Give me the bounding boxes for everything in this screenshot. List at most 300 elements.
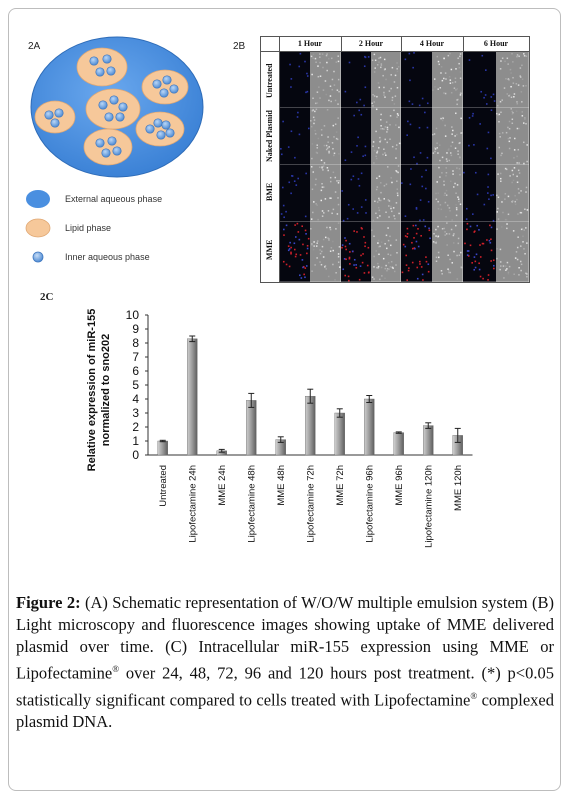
- cell-texture: [444, 234, 446, 236]
- cell-texture: [323, 256, 325, 258]
- fluorescent-cell: [353, 264, 355, 266]
- fluorescent-cell: [477, 194, 479, 196]
- inner-aqueous-droplet: [154, 119, 162, 127]
- cell-texture: [335, 272, 337, 274]
- fluorescent-cell: [345, 258, 347, 260]
- fluorescence-image: [401, 165, 432, 222]
- fluorescent-cell: [475, 172, 477, 174]
- cell-texture: [460, 118, 462, 120]
- fluorescent-cell: [491, 250, 493, 252]
- cell-texture: [319, 53, 321, 55]
- cell-texture: [438, 236, 440, 238]
- cell-texture: [389, 124, 391, 126]
- cell-texture: [322, 67, 324, 69]
- fluorescent-cell: [486, 239, 488, 241]
- cell-texture: [451, 126, 453, 128]
- inner-aqueous-droplet: [146, 125, 154, 133]
- cell-texture: [457, 88, 459, 90]
- cell-texture: [500, 155, 502, 157]
- fluorescent-cell: [479, 123, 481, 125]
- cell-texture: [333, 125, 335, 127]
- cell-texture: [384, 59, 386, 61]
- fluorescent-cell: [300, 53, 302, 55]
- cell-texture: [384, 68, 386, 70]
- fluorescent-cell: [486, 148, 488, 150]
- cell-texture: [446, 160, 448, 162]
- cell-texture: [442, 120, 444, 122]
- cell-texture: [380, 128, 382, 130]
- fluorescent-cell: [305, 173, 307, 175]
- fluorescent-cell: [288, 250, 290, 252]
- cell-texture: [508, 79, 510, 81]
- inner-aqueous-droplet: [99, 101, 107, 109]
- cell-texture: [373, 256, 375, 258]
- cell-texture: [332, 89, 334, 91]
- fluorescent-cell: [466, 218, 468, 220]
- brightfield-image: [310, 108, 341, 165]
- cell-texture: [507, 127, 509, 129]
- cell-texture: [321, 160, 323, 162]
- fluorescent-cell: [414, 248, 416, 250]
- cell-texture: [509, 137, 511, 139]
- cell-texture: [386, 270, 388, 272]
- cell-texture: [331, 247, 333, 249]
- cell-texture: [376, 189, 378, 191]
- cell-texture: [337, 117, 339, 119]
- cell-texture: [500, 173, 502, 175]
- legend-external-label: External aqueous phase: [65, 194, 163, 204]
- fluorescent-cell: [413, 237, 415, 239]
- fluorescent-cell: [362, 262, 364, 264]
- cell-texture: [521, 65, 523, 67]
- cell-texture: [451, 92, 453, 94]
- fluorescent-cell: [407, 121, 409, 123]
- cell-texture: [371, 230, 373, 232]
- cell-texture: [496, 258, 498, 260]
- fluorescence-image: [463, 222, 496, 282]
- cell-texture: [336, 61, 338, 63]
- cell-texture: [335, 191, 337, 193]
- cell-texture: [392, 97, 394, 99]
- cell-texture: [516, 176, 518, 178]
- cell-texture: [338, 153, 340, 155]
- cell-texture: [375, 213, 377, 215]
- cell-texture: [327, 147, 329, 149]
- cell-texture: [397, 195, 399, 197]
- cell-texture: [449, 233, 451, 235]
- fluorescent-cell: [303, 274, 305, 276]
- fluorescent-cell: [482, 243, 484, 245]
- fluorescent-cell: [428, 263, 430, 265]
- cell-texture: [523, 122, 525, 124]
- cell-texture: [315, 179, 317, 181]
- cell-texture: [458, 198, 460, 200]
- cell-texture: [525, 123, 527, 125]
- cell-texture: [516, 251, 518, 253]
- cell-texture: [520, 245, 522, 247]
- fluorescent-cell: [412, 103, 414, 105]
- cell-texture: [510, 69, 512, 71]
- cell-texture: [512, 61, 514, 63]
- cell-texture: [526, 55, 528, 57]
- cell-texture: [517, 182, 519, 184]
- fluorescent-cell: [412, 67, 414, 69]
- fluorescent-cell: [282, 121, 284, 123]
- cell-texture: [311, 218, 313, 220]
- cell-texture: [325, 265, 327, 267]
- fluorescent-cell: [360, 255, 362, 257]
- cell-texture: [513, 230, 515, 232]
- fluorescence-image: [401, 222, 432, 282]
- cell-texture: [523, 142, 525, 144]
- cell-texture: [460, 94, 462, 96]
- cell-texture: [449, 76, 451, 78]
- fluorescent-cell: [298, 231, 300, 233]
- cell-texture: [432, 134, 434, 136]
- fluorescent-cell: [482, 278, 484, 280]
- fluorescent-cell: [490, 96, 492, 98]
- cell-texture: [320, 75, 322, 77]
- cell-texture: [498, 121, 500, 123]
- cell-texture: [507, 262, 509, 264]
- cell-texture: [505, 78, 507, 80]
- cell-texture: [390, 206, 392, 208]
- cell-texture: [443, 181, 445, 183]
- inner-aqueous-droplet: [160, 89, 168, 97]
- cell-texture: [440, 118, 442, 120]
- cell-texture: [326, 70, 328, 72]
- cell-texture: [328, 152, 330, 154]
- fluorescent-cell: [353, 230, 355, 232]
- fluorescent-cell: [490, 158, 492, 160]
- cell-texture: [500, 60, 502, 62]
- fluorescent-cell: [354, 259, 356, 261]
- bar: [364, 399, 374, 455]
- cell-texture: [396, 239, 398, 241]
- cell-texture: [449, 160, 451, 162]
- cell-texture: [509, 141, 511, 143]
- cell-texture: [457, 150, 459, 152]
- cell-texture: [336, 131, 338, 133]
- cell-texture: [337, 89, 339, 91]
- fluorescent-cell: [295, 236, 297, 238]
- cell-texture: [310, 228, 312, 230]
- fluorescent-cell: [353, 175, 355, 177]
- cell-texture: [316, 109, 318, 111]
- fluorescent-cell: [290, 86, 292, 88]
- cell-texture: [328, 151, 330, 153]
- cell-texture: [497, 208, 499, 210]
- cell-texture: [374, 71, 376, 73]
- cell-texture: [522, 111, 524, 113]
- cell-texture: [374, 101, 376, 103]
- cell-texture: [372, 60, 374, 62]
- cell-texture: [520, 212, 522, 214]
- cell-texture: [516, 156, 518, 158]
- y-tick-label: 10: [125, 308, 139, 322]
- cell-texture: [508, 95, 510, 97]
- cell-texture: [312, 143, 314, 145]
- cell-texture: [311, 166, 313, 168]
- cell-texture: [313, 123, 315, 125]
- cell-texture: [319, 166, 321, 168]
- legend-swatches: [24, 188, 54, 278]
- fluorescent-cell: [364, 65, 366, 67]
- cell-texture: [330, 229, 332, 231]
- cell-texture: [319, 249, 321, 251]
- fluorescent-cell: [467, 223, 469, 225]
- cell-texture: [374, 150, 376, 152]
- fluorescent-cell: [306, 265, 308, 267]
- cell-texture: [385, 184, 387, 186]
- cell-texture: [520, 270, 522, 272]
- inner-aqueous-droplet: [105, 113, 113, 121]
- fluorescent-cell: [294, 242, 296, 244]
- cell-texture: [497, 105, 499, 107]
- fluorescent-cell: [405, 215, 407, 217]
- y-tick-label: 9: [132, 322, 139, 336]
- cell-texture: [313, 201, 315, 203]
- cell-texture: [394, 103, 396, 105]
- cell-texture: [451, 69, 453, 71]
- cell-texture: [525, 227, 527, 229]
- cell-texture: [514, 138, 516, 140]
- bar-chart: [78, 300, 478, 560]
- fluorescent-cell: [426, 261, 428, 263]
- cell-texture: [509, 121, 511, 123]
- cell-texture: [337, 197, 339, 199]
- cell-texture: [335, 123, 337, 125]
- cell-texture: [445, 135, 447, 137]
- cell-texture: [509, 148, 511, 150]
- cell-texture: [378, 147, 380, 149]
- cell-texture: [321, 183, 323, 185]
- cell-texture: [441, 273, 443, 275]
- cell-texture: [513, 96, 515, 98]
- cell-texture: [521, 91, 523, 93]
- cell-texture: [438, 257, 440, 259]
- cell-texture: [459, 174, 461, 176]
- cell-texture: [511, 53, 513, 55]
- cell-texture: [387, 268, 389, 270]
- cell-texture: [509, 175, 511, 177]
- cell-texture: [391, 211, 393, 213]
- fluorescent-cell: [349, 243, 351, 245]
- fluorescence-image: [341, 108, 371, 165]
- fluorescence-image: [463, 108, 496, 165]
- fluorescence-image: [463, 165, 496, 222]
- cell-texture: [443, 78, 445, 80]
- fluorescent-cell: [301, 277, 303, 279]
- cell-texture: [312, 110, 314, 112]
- y-tick-label: 2: [132, 420, 139, 434]
- fluorescent-cell: [422, 274, 424, 276]
- fluorescent-cell: [494, 100, 496, 102]
- bar: [246, 400, 256, 455]
- fluorescent-cell: [361, 172, 363, 174]
- cell-texture: [332, 148, 334, 150]
- cell-texture: [504, 198, 506, 200]
- cell-texture: [527, 209, 529, 211]
- cell-texture: [501, 153, 503, 155]
- cell-texture: [395, 95, 397, 97]
- cell-texture: [500, 265, 502, 267]
- cell-texture: [443, 58, 445, 60]
- cell-texture: [312, 57, 314, 59]
- fluorescent-cell: [348, 276, 350, 278]
- fluorescent-cell: [360, 265, 362, 267]
- fluorescent-cell: [490, 260, 492, 262]
- cell-texture: [385, 126, 387, 128]
- cell-texture: [508, 214, 510, 216]
- cell-texture: [316, 204, 318, 206]
- cell-texture: [383, 258, 385, 260]
- cell-texture: [322, 215, 324, 217]
- fluorescent-cell: [365, 212, 367, 214]
- cell-texture: [505, 168, 507, 170]
- fluorescent-cell: [358, 178, 360, 180]
- fluorescent-cell: [480, 256, 482, 258]
- fluorescent-cell: [490, 242, 492, 244]
- cell-texture: [455, 225, 457, 227]
- x-tick-label: MME 96h: [393, 465, 405, 506]
- fluorescent-cell: [419, 261, 421, 263]
- cell-texture: [512, 200, 514, 202]
- cell-texture: [453, 186, 455, 188]
- cell-texture: [326, 227, 328, 229]
- cell-texture: [516, 56, 518, 58]
- cell-texture: [337, 103, 339, 105]
- cell-texture: [437, 192, 439, 194]
- brightfield-image: [371, 222, 401, 282]
- cell-texture: [440, 87, 442, 89]
- cell-texture: [441, 172, 443, 174]
- fluorescent-cell: [283, 261, 285, 263]
- cell-texture: [502, 212, 504, 214]
- cell-texture: [389, 236, 391, 238]
- cell-texture: [522, 78, 524, 80]
- cell-texture: [507, 93, 509, 95]
- fluorescent-cell: [493, 259, 495, 261]
- cell-texture: [396, 144, 398, 146]
- fluorescent-cell: [409, 101, 411, 103]
- cell-texture: [520, 261, 522, 263]
- fluorescent-cell: [361, 206, 363, 208]
- microscopy-images: [280, 52, 529, 282]
- fluorescent-cell: [289, 266, 291, 268]
- brightfield-image: [310, 52, 341, 108]
- cell-texture: [523, 229, 525, 231]
- fluorescent-cell: [416, 163, 418, 165]
- cell-texture: [390, 208, 392, 210]
- fluorescent-cell: [302, 267, 304, 269]
- cell-texture: [513, 157, 515, 159]
- cell-texture: [379, 215, 381, 217]
- fluorescent-cell: [478, 262, 480, 264]
- cell-texture: [390, 245, 392, 247]
- y-tick-label: 7: [132, 350, 139, 364]
- cell-texture: [394, 271, 396, 273]
- cell-texture: [514, 149, 516, 151]
- cell-texture: [316, 245, 318, 247]
- cell-texture: [448, 272, 450, 274]
- fluorescent-cell: [488, 132, 490, 134]
- fluorescent-cell: [476, 253, 478, 255]
- cell-texture: [437, 226, 439, 228]
- cell-texture: [397, 192, 399, 194]
- cell-texture: [332, 142, 334, 144]
- inner-aqueous-droplet: [119, 103, 127, 111]
- fluorescent-cell: [468, 145, 470, 147]
- fluorescent-cell: [416, 267, 418, 269]
- cell-texture: [373, 220, 375, 222]
- fluorescent-cell: [406, 236, 408, 238]
- fluorescent-cell: [291, 130, 293, 132]
- cell-texture: [446, 222, 448, 224]
- bar: [158, 441, 168, 455]
- cell-texture: [450, 181, 452, 183]
- cell-texture: [455, 68, 457, 70]
- cell-texture: [396, 180, 398, 182]
- fluorescent-cell: [488, 198, 490, 200]
- x-tick-label: Lipofectamine 96h: [364, 465, 376, 543]
- cell-texture: [323, 166, 325, 168]
- fluorescent-cell: [299, 239, 301, 241]
- fluorescent-cell: [282, 187, 284, 189]
- cell-texture: [373, 266, 375, 268]
- fluorescence-image: [280, 108, 310, 165]
- lipid-globule: [136, 112, 184, 146]
- cell-texture: [500, 249, 502, 251]
- x-tick-label: Lipofectamine 48h: [246, 465, 258, 543]
- cell-texture: [387, 142, 389, 144]
- fluorescent-cell: [491, 227, 493, 229]
- cell-texture: [376, 158, 378, 160]
- cell-texture: [523, 85, 525, 87]
- cell-texture: [383, 92, 385, 94]
- fluorescent-cell: [404, 246, 406, 248]
- cell-texture: [457, 153, 459, 155]
- cell-texture: [511, 97, 513, 99]
- cell-texture: [328, 58, 330, 60]
- fluorescent-cell: [473, 144, 475, 146]
- cell-texture: [509, 266, 511, 268]
- cell-texture: [452, 173, 454, 175]
- fluorescent-cell: [463, 172, 465, 174]
- fluorescent-cell: [359, 185, 361, 187]
- fluorescent-cell: [285, 211, 287, 213]
- brightfield-image: [432, 108, 463, 165]
- cell-texture: [331, 213, 333, 215]
- cell-texture: [500, 181, 502, 183]
- fluorescent-cell: [428, 271, 430, 273]
- cell-texture: [444, 231, 446, 233]
- cell-texture: [383, 94, 385, 96]
- fluorescent-cell: [297, 178, 299, 180]
- fluorescent-cell: [420, 235, 422, 237]
- cell-texture: [311, 74, 313, 76]
- cell-texture: [397, 113, 399, 115]
- cell-texture: [376, 109, 378, 111]
- cell-texture: [395, 157, 397, 159]
- cell-texture: [447, 255, 449, 257]
- cell-texture: [334, 84, 336, 86]
- fluorescent-cell: [428, 201, 430, 203]
- cell-texture: [384, 139, 386, 141]
- fluorescent-cell: [407, 228, 409, 230]
- inner-aqueous-droplet: [153, 80, 161, 88]
- panel-b-label: 2B: [233, 41, 246, 52]
